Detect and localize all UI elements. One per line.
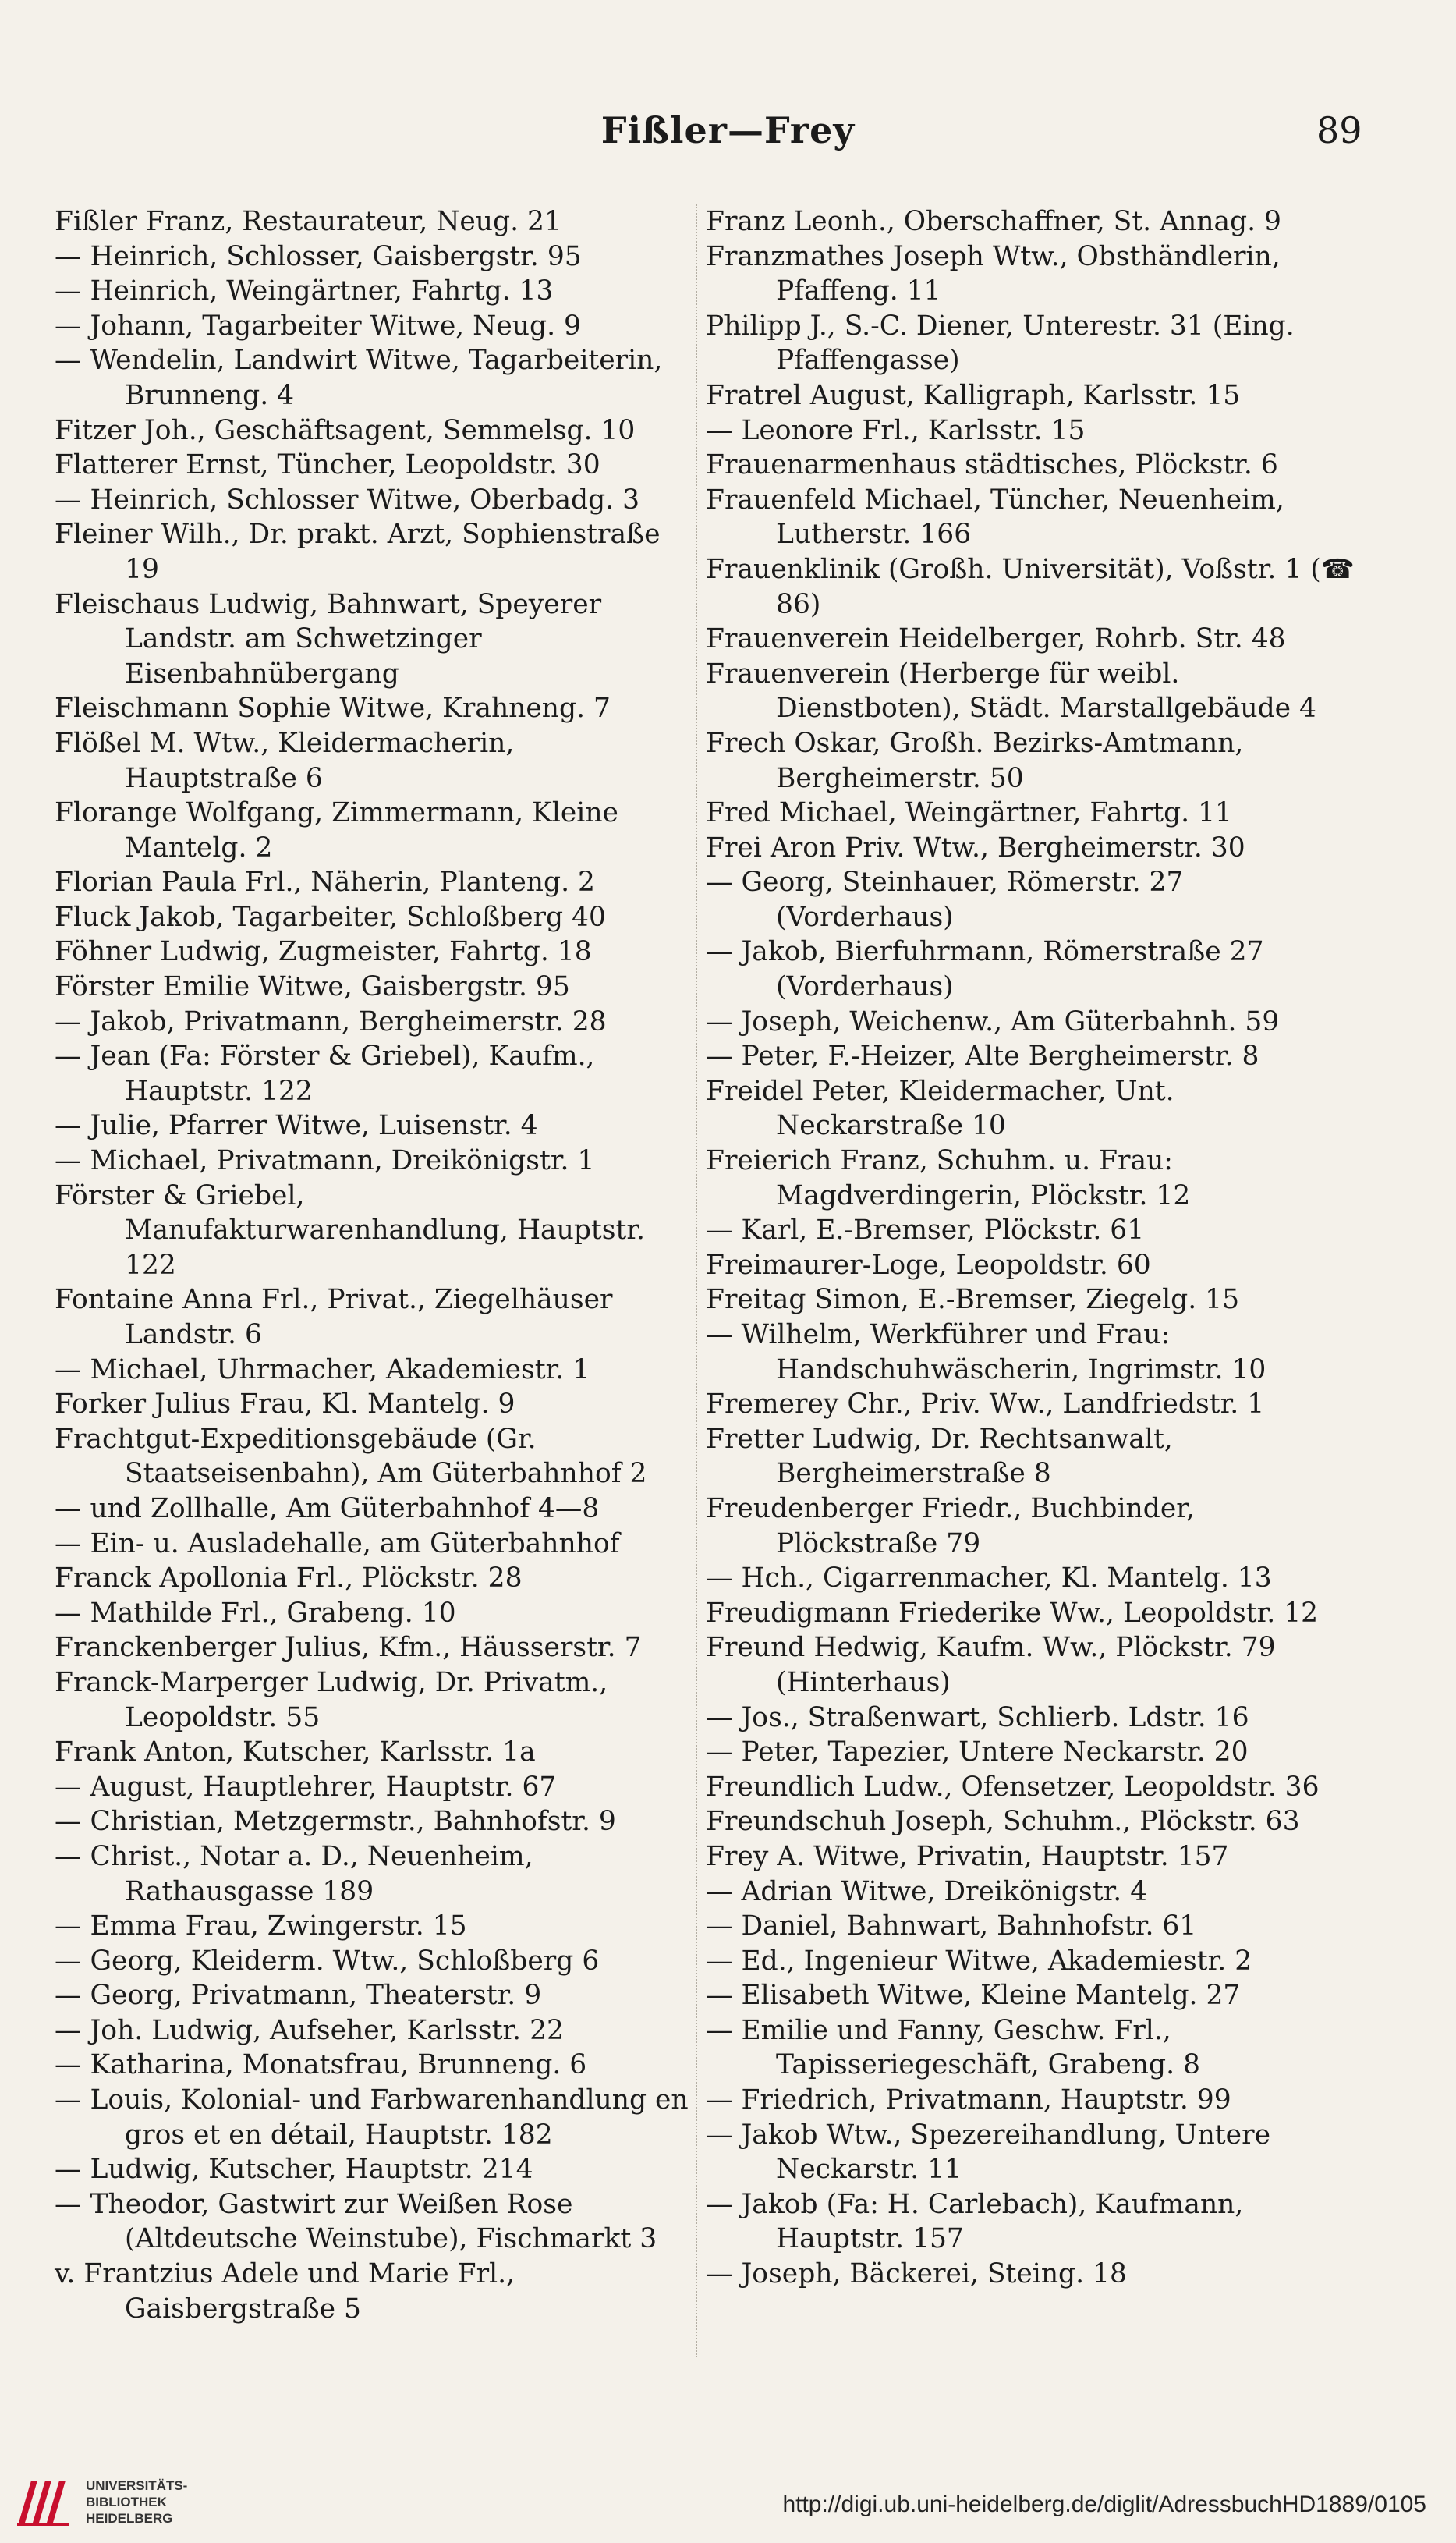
directory-entry: Freidel Peter, Kleidermacher, Unt. Neckarstraße 10 xyxy=(706,1075,1174,1142)
directory-entry: — Ein- u. Ausladehalle, am Güterbahnhof xyxy=(55,1527,620,1559)
directory-entry: Fitzer Joh., Geschäftsagent, Semmelsg. 10 xyxy=(55,414,636,446)
library-name-line: HEIDELBERG xyxy=(86,2511,173,2526)
directory-entry: Florian Paula Frl., Näherin, Planteng. 2 xyxy=(55,867,595,899)
directory-entry: Flatterer Ernst, Tüncher, Leopoldstr. 30 xyxy=(55,449,600,481)
directory-entry: Fleischmann Sophie Witwe, Krahneng. 7 xyxy=(55,693,611,725)
directory-entry: Fremerey Chr., Priv. Ww., Landfriedstr. 1 xyxy=(706,1389,1265,1420)
directory-column-right xyxy=(706,204,1361,2292)
directory-entry: Fratrel August, Kalligraph, Karlsstr. 15 xyxy=(706,379,1241,411)
library-name-line: UNIVERSITÄTS- xyxy=(86,2478,188,2493)
directory-entry: Freierich Franz, Schuhm. u. Frau: Magdverdingerin, Plöckstr. 12 xyxy=(706,1145,1191,1211)
directory-entry: Frank Anton, Kutscher, Karlsstr. 1a xyxy=(55,1736,536,1768)
directory-entry: — Heinrich, Schlosser, Gaisbergstr. 95 xyxy=(55,240,582,272)
directory-entry: Freundlich Ludw., Ofensetzer, Leopoldstr. 36 xyxy=(706,1771,1320,1803)
directory-entry: Freitag Simon, E.-Bremser, Ziegelg. 15 xyxy=(706,1284,1240,1316)
directory-entry: — Emma Frau, Zwingerstr. 15 xyxy=(55,1910,467,1942)
directory-entry: Frauenverein Heidelberger, Rohrb. Str. 48 xyxy=(706,623,1286,655)
directory-entry: — Katharina, Monatsfrau, Brunneng. 6 xyxy=(55,2049,587,2081)
directory-entry: Föhner Ludwig, Zugmeister, Fahrtg. 18 xyxy=(55,936,592,968)
directory-entry: — Leonore Frl., Karlsstr. 15 xyxy=(706,414,1086,446)
footer xyxy=(0,2465,1456,2543)
directory-entry: — Joseph, Bäckerei, Steing. 18 xyxy=(706,2258,1127,2290)
library-name-line: BIBLIOTHEK xyxy=(86,2495,167,2509)
directory-entry: Fleischaus Ludwig, Bahnwart, Speyerer Landstr. am Schwetzinger Eisenbahnübergang xyxy=(55,588,602,690)
directory-entry: — Jakob, Bierfuhrmann, Römerstraße 27 (Vorderhaus) xyxy=(706,936,1264,1003)
directory-entry: — Julie, Pfarrer Witwe, Luisenstr. 4 xyxy=(55,1110,538,1142)
directory-entry: — Daniel, Bahnwart, Bahnhofstr. 61 xyxy=(706,1910,1197,1942)
directory-entry: — Jakob, Privatmann, Bergheimerstr. 28 xyxy=(55,1005,607,1037)
directory-entry: Fontaine Anna Frl., Privat., Ziegelhäuser Landstr. 6 xyxy=(55,1284,613,1350)
directory-entry: Frech Oskar, Großh. Bezirks-Amtmann, Bergheimerstr. 50 xyxy=(706,727,1244,794)
directory-entry: — Joh. Ludwig, Aufseher, Karlsstr. 22 xyxy=(55,2014,564,2046)
directory-entry: Freudenberger Friedr., Buchbinder, Plöckstraße 79 xyxy=(706,1492,1195,1559)
column-divider xyxy=(696,204,697,2357)
directory-entry: — Elisabeth Witwe, Kleine Mantelg. 27 xyxy=(706,1980,1241,2012)
directory-entry: Förster Emilie Witwe, Gaisbergstr. 95 xyxy=(55,971,570,1003)
directory-entry: — Wilhelm, Werkführer und Frau: Handschuhwäscherin, Ingrimstr. 10 xyxy=(706,1319,1266,1385)
directory-entry: — August, Hauptlehrer, Hauptstr. 67 xyxy=(55,1771,557,1803)
directory-entry: Förster & Griebel, Manufakturwarenhandlung, Hauptstr. 122 xyxy=(55,1179,646,1281)
directory-entry: — Jakob (Fa: H. Carlebach), Kaufmann, Hauptstr. 157 xyxy=(706,2188,1244,2255)
directory-entry: — Christian, Metzgermstr., Bahnhofstr. 9 xyxy=(55,1806,616,1838)
library-logo-icon xyxy=(14,2474,76,2527)
directory-entry: Freund Hedwig, Kaufm. Ww., Plöckstr. 79 (Hinterhaus) xyxy=(706,1632,1276,1698)
directory-entry: — Heinrich, Weingärtner, Fahrtg. 13 xyxy=(55,275,554,307)
directory-entry: — Michael, Privatmann, Dreikönigstr. 1 xyxy=(55,1145,595,1177)
page-number: 89 xyxy=(1316,109,1362,151)
directory-entry: Franck-Marperger Ludwig, Dr. Privatm., Leopoldstr. 55 xyxy=(55,1666,608,1733)
directory-entry: Frauenklinik (Großh. Universität), Voßstr. 1 (☎ 86) xyxy=(706,553,1355,620)
directory-entry: Fretter Ludwig, Dr. Rechtsanwalt, Bergheimerstraße 8 xyxy=(706,1423,1173,1490)
directory-entry: Frauenfeld Michael, Tüncher, Neuenheim, Lutherstr. 166 xyxy=(706,484,1284,551)
directory-entry: — Michael, Uhrmacher, Akademiestr. 1 xyxy=(55,1353,590,1385)
directory-entry: — Heinrich, Schlosser Witwe, Oberbadg. 3 xyxy=(55,484,640,516)
directory-entry: — Ludwig, Kutscher, Hauptstr. 214 xyxy=(55,2154,533,2186)
directory-entry: Freundschuh Joseph, Schuhm., Plöckstr. 63 xyxy=(706,1806,1300,1838)
directory-entry: — Theodor, Gastwirt zur Weißen Rose (Altdeutsche Weinstube), Fischmarkt 3 xyxy=(55,2188,657,2255)
directory-entry: — Mathilde Frl., Grabeng. 10 xyxy=(55,1597,456,1629)
directory-entry: — Christ., Notar a. D., Neuenheim, Rathausgasse 189 xyxy=(55,1840,533,1907)
directory-entry: — Peter, Tapezier, Untere Neckarstr. 20 xyxy=(706,1736,1249,1768)
directory-entry: Freimaurer-Loge, Leopoldstr. 60 xyxy=(706,1249,1151,1281)
page-title: Fißler—Frey xyxy=(600,109,856,151)
directory-entry: Freudigmann Friederike Ww., Leopoldstr. 12 xyxy=(706,1597,1319,1629)
directory-entry: Frauenarmenhaus städtisches, Plöckstr. 6 xyxy=(706,449,1278,481)
directory-entry: Frachtgut-Expeditionsgebäude (Gr. Staatseisenbahn), Am Güterbahnhof 2 xyxy=(55,1423,647,1490)
directory-entry: — Friedrich, Privatmann, Hauptstr. 99 xyxy=(706,2084,1231,2116)
directory-entry: Fleiner Wilh., Dr. prakt. Arzt, Sophienstraße 19 xyxy=(55,519,661,585)
directory-entry: — Jos., Straßenwart, Schlierb. Ldstr. 16 xyxy=(706,1701,1249,1733)
directory-entry: Frauenverein (Herberge für weibl. Dienstboten), Städt. Marstallgebäude 4 xyxy=(706,658,1316,725)
directory-entry: Franz Leonh., Oberschaffner, St. Annag. 9 xyxy=(706,206,1281,237)
directory-entry: — Jakob Wtw., Spezereihandlung, Untere Neckarstr. 11 xyxy=(706,2119,1270,2186)
directory-entry: Flößel M. Wtw., Kleidermacherin, Hauptstraße 6 xyxy=(55,727,515,794)
directory-entry: Franck Apollonia Frl., Plöckstr. 28 xyxy=(55,1562,523,1594)
directory-entry: — Johann, Tagarbeiter Witwe, Neug. 9 xyxy=(55,310,581,342)
directory-entry: Fred Michael, Weingärtner, Fahrtg. 11 xyxy=(706,797,1233,829)
directory-entry: Florange Wolfgang, Zimmermann, Kleine Mantelg. 2 xyxy=(55,797,618,864)
directory-entry: — Ed., Ingenieur Witwe, Akademiestr. 2 xyxy=(706,1945,1252,1977)
directory-entry: Fißler Franz, Restaurateur, Neug. 21 xyxy=(55,206,561,237)
directory-column-left xyxy=(55,204,693,2326)
directory-entry: — Wendelin, Landwirt Witwe, Tagarbeiterin, Brunneng. 4 xyxy=(55,345,663,411)
directory-entry: Frei Aron Priv. Wtw., Bergheimerstr. 30 xyxy=(706,832,1245,864)
directory-entry: — Adrian Witwe, Dreikönigstr. 4 xyxy=(706,1875,1148,1907)
directory-entry: — Louis, Kolonial- und Farbwarenhandlung en gros et en détail, Hauptstr. 182 xyxy=(55,2084,689,2151)
directory-entry: — Emilie und Fanny, Geschw. Frl., Tapisseriegeschäft, Grabeng. 8 xyxy=(706,2014,1200,2081)
directory-entry: — und Zollhalle, Am Güterbahnhof 4—8 xyxy=(55,1492,600,1524)
directory-entry: — Jean (Fa: Förster & Griebel), Kaufm., Hauptstr. 122 xyxy=(55,1041,595,1107)
directory-entry: Forker Julius Frau, Kl. Mantelg. 9 xyxy=(55,1389,515,1420)
directory-entry: Fluck Jakob, Tagarbeiter, Schloßberg 40 xyxy=(55,901,606,933)
directory-entry: — Hch., Cigarrenmacher, Kl. Mantelg. 13 xyxy=(706,1562,1272,1594)
directory-entry: — Peter, F.-Heizer, Alte Bergheimerstr. 8 xyxy=(706,1041,1259,1073)
directory-entry: — Georg, Kleiderm. Wtw., Schloßberg 6 xyxy=(55,1945,600,1977)
directory-entry: Frey A. Witwe, Privatin, Hauptstr. 157 xyxy=(706,1840,1229,1872)
directory-entry: — Joseph, Weichenw., Am Güterbahnh. 59 xyxy=(706,1005,1280,1037)
source-url-link[interactable]: http://digi.ub.uni-heidelberg.de/diglit/AdressbuchHD1889/0105 xyxy=(782,2492,1426,2517)
directory-entry: v. Frantzius Adele und Marie Frl., Gaisbergstraße 5 xyxy=(55,2258,515,2325)
directory-entry: — Karl, E.-Bremser, Plöckstr. 61 xyxy=(706,1215,1145,1247)
directory-entry: Franzmathes Joseph Wtw., Obsthändlerin, Pfaffeng. 11 xyxy=(706,240,1281,307)
library-name xyxy=(86,2477,187,2527)
directory-entry: — Georg, Privatmann, Theaterstr. 9 xyxy=(55,1980,542,2012)
directory-entry: Philipp J., S.-C. Diener, Unterestr. 31 (Eing. Pfaffengasse) xyxy=(706,310,1295,377)
directory-entry: — Georg, Steinhauer, Römerstr. 27 (Vorderhaus) xyxy=(706,867,1184,933)
directory-entry: Franckenberger Julius, Kfm., Häusserstr. 7 xyxy=(55,1632,642,1664)
